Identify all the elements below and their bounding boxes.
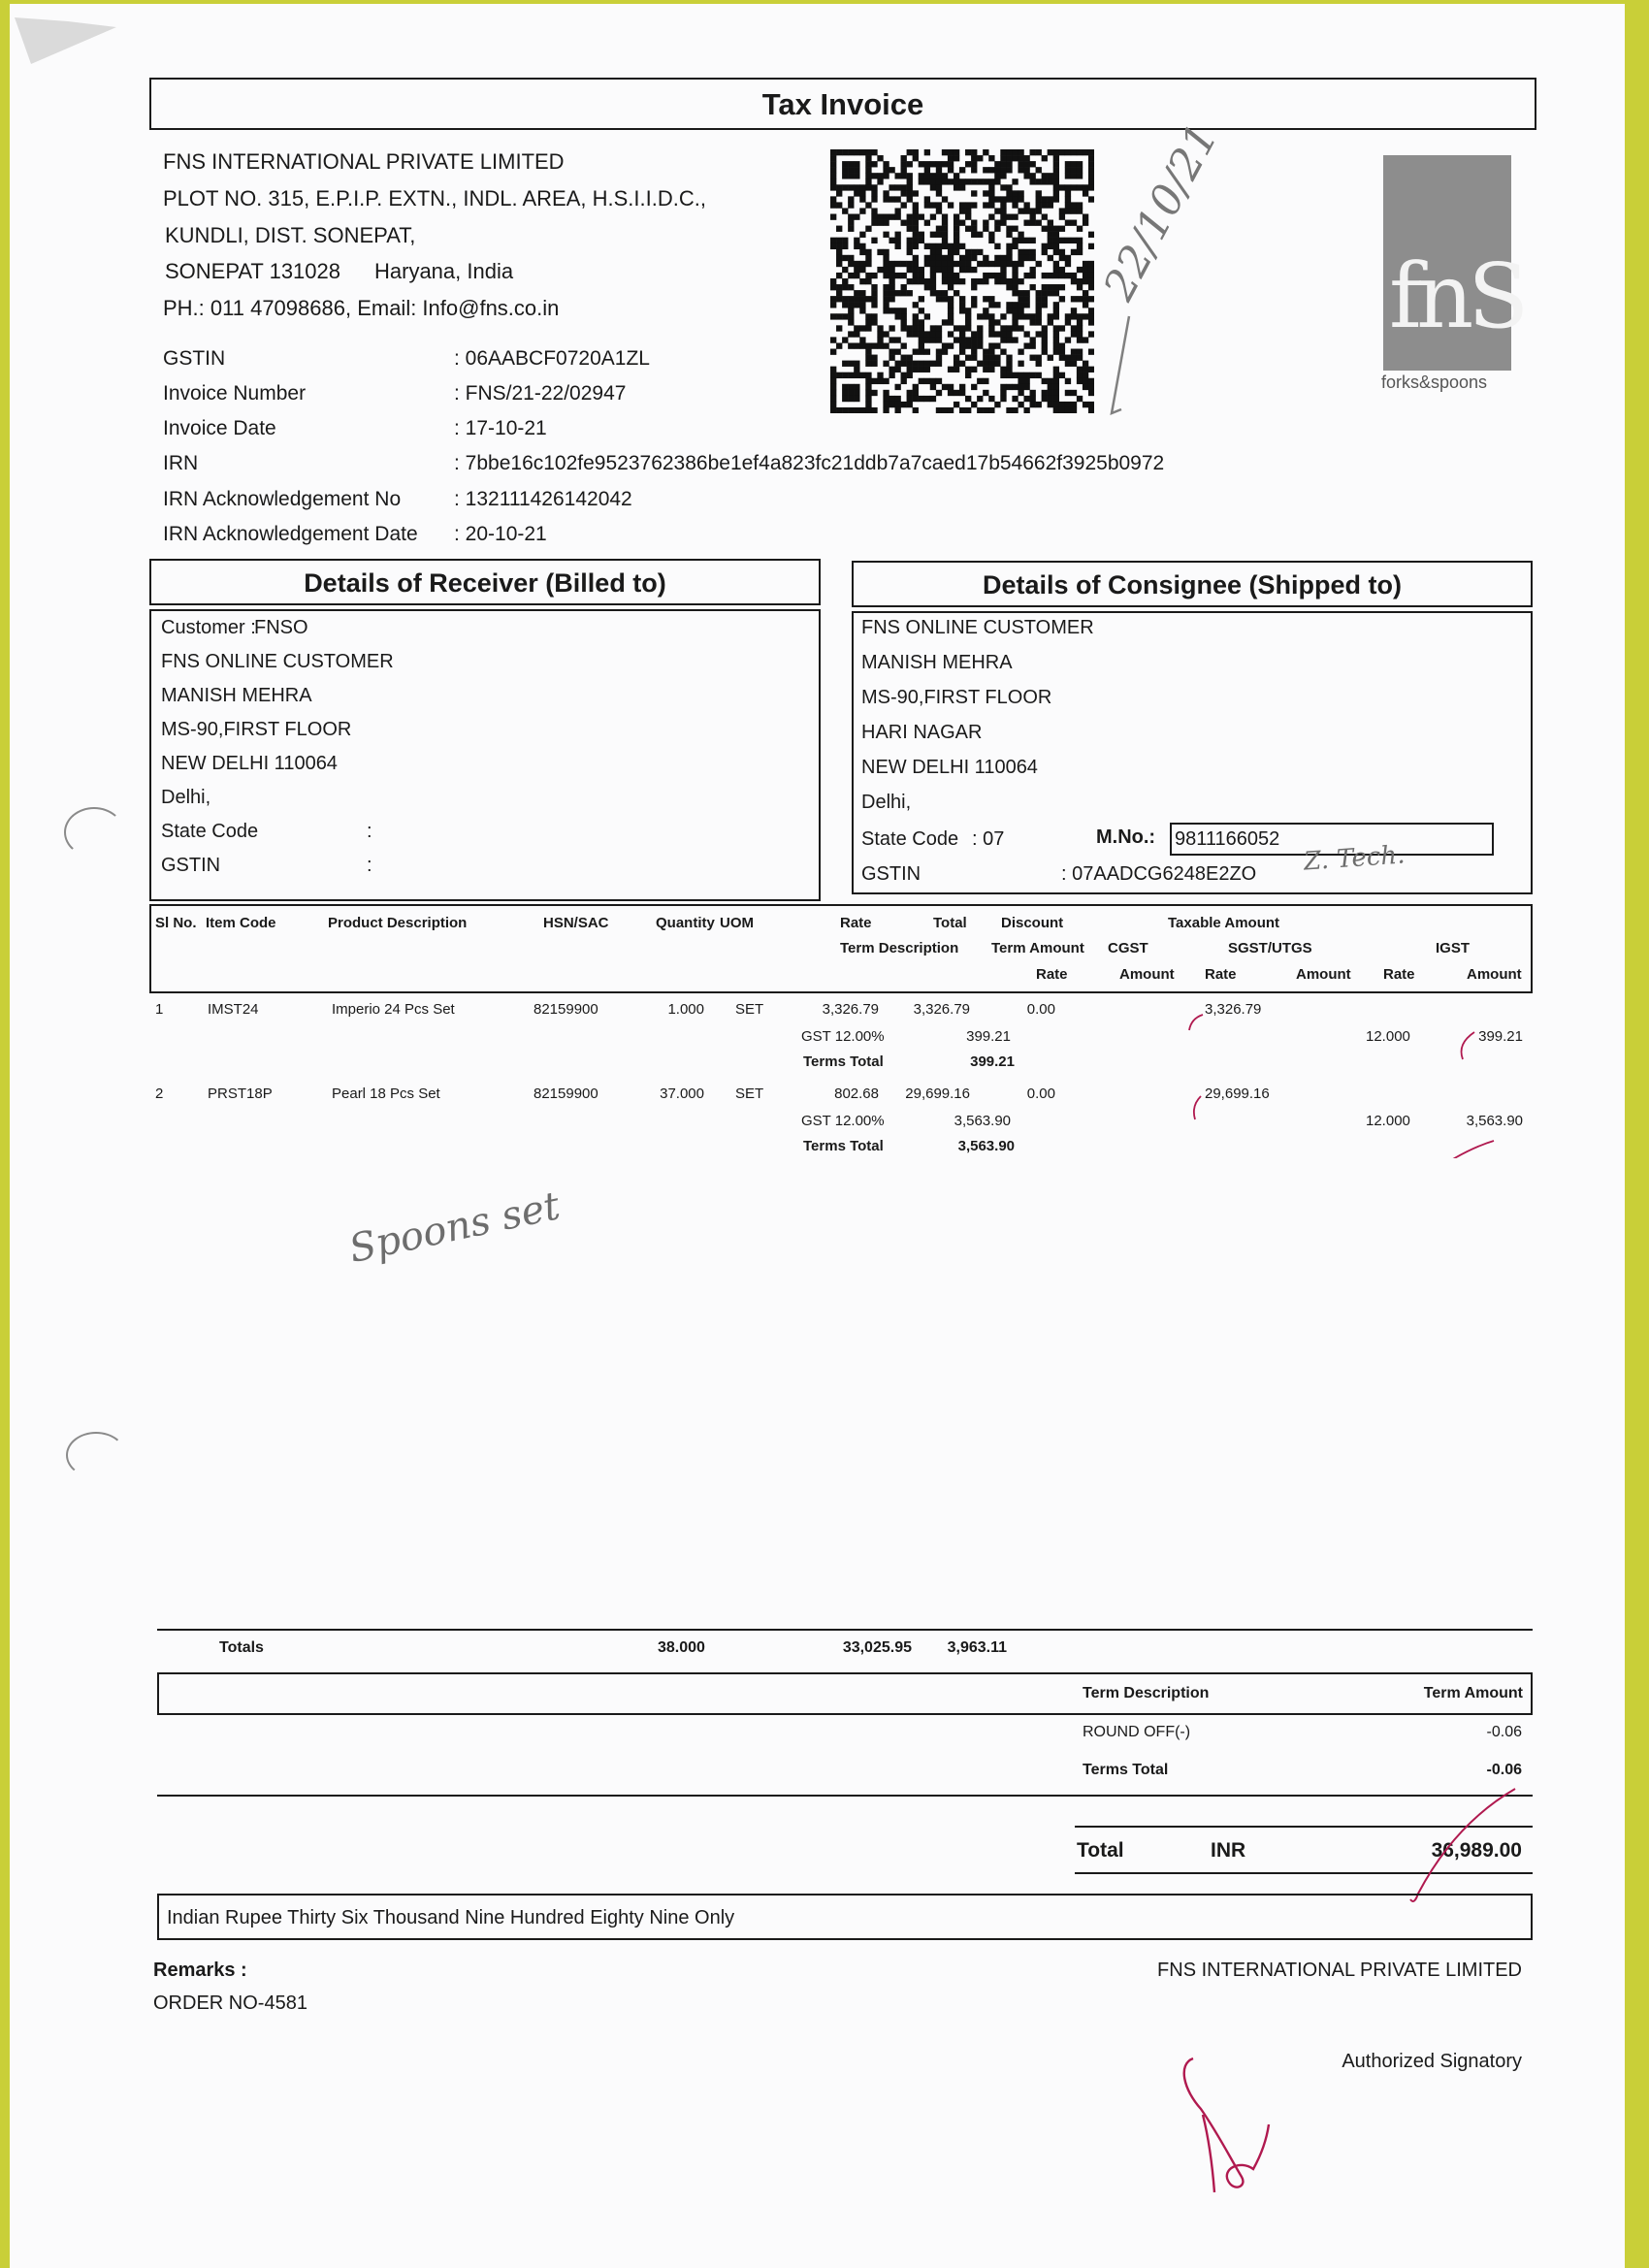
consignee-address-line: Delhi, [861,792,912,813]
remarks-value: ORDER NO-4581 [153,1993,307,2014]
consignee-mobile-label: M.No.: [1096,826,1156,848]
round-off-label: ROUND OFF(-) [1083,1724,1191,1740]
summary-term-amount-header: Term Amount [1423,1685,1523,1701]
receiver-gstin-label: GSTIN [161,855,221,876]
invoice-meta-label: Invoice Date [163,417,276,439]
consignee-address-line: NEW DELHI 110064 [861,757,1038,778]
summary-term-description-header: Term Description [1083,1685,1210,1701]
page-crease-shadow [10,8,204,66]
term-summary-header [157,1672,1533,1715]
col-product-description: Product Description [328,915,468,931]
receiver-address-line: Delhi, [161,787,211,808]
col-quantity: Quantity [656,915,715,931]
items-table-header [149,904,1533,993]
seller-city: SONEPAT 131028 [165,259,340,283]
invoice-meta-value: : 17-10-21 [454,417,547,439]
totals-top-rule [157,1629,1533,1631]
remarks-label: Remarks : [153,1960,247,1981]
receiver-state-code-label: State Code [161,821,259,842]
signatory-company: FNS INTERNATIONAL PRIVATE LIMITED [1157,1960,1522,1981]
consignee-address-line: MANISH MEHRA [861,652,1013,673]
row-quantity: 37.000 [660,1085,704,1102]
row-term-description: GST 12.00% [801,1113,885,1129]
consignee-address-line: HARI NAGAR [861,722,983,743]
invoice-meta-value: : FNS/21-22/02947 [454,382,627,405]
row-uom: SET [735,1001,764,1018]
row-term-amount: 3,563.90 [954,1113,1011,1129]
consignee-address-line: MS-90,FIRST FLOOR [861,687,1052,708]
ink-check-marks [1154,993,1542,1158]
row-terms-total-label: Terms Total [803,1053,884,1070]
row-taxable-amount: 3,326.79 [1205,1001,1262,1018]
summary-terms-total-value: -0.06 [1486,1762,1522,1778]
consignee-state-code-value: : 07 [972,828,1005,850]
col-item-code: Item Code [206,915,276,931]
summary-bottom-rule [157,1795,1533,1797]
receiver-heading-box [149,559,821,605]
row-terms-total: 399.21 [970,1053,1015,1070]
col-term-amount: Term Amount [991,940,1084,956]
row-discount: 0.00 [1026,1085,1055,1102]
title-box [149,78,1536,130]
receiver-heading: Details of Receiver (Billed to) [304,568,666,598]
row-sl-no: 2 [155,1085,164,1102]
seller-state: Haryana, India [374,259,514,283]
totals-label: Totals [219,1639,264,1656]
handwritten-consignee-note: Z. Tech. [1303,840,1406,877]
grand-total-label: Total [1077,1839,1124,1862]
row-product-description: Pearl 18 Pcs Set [332,1085,440,1102]
ink-total-check-mark [1397,1785,1523,1911]
seller-address-line2: KUNDLI, DIST. SONEPAT, [165,223,416,247]
invoice-meta-label: IRN Acknowledgement Date [163,523,418,545]
row-discount: 0.00 [1026,1001,1055,1018]
handwritten-signature [1174,2051,1290,2196]
col-cgst-rate: Rate [1036,966,1068,983]
handwritten-bracket [1104,312,1133,419]
row-sl-no: 1 [155,1001,164,1018]
row-igst-rate: 12.000 [1366,1028,1410,1045]
punch-hole-mark [64,807,124,858]
row-igst-amount: 399.21 [1478,1028,1523,1045]
logo-tagline: forks&spoons [1381,373,1488,392]
totals-quantity: 38.000 [658,1639,705,1656]
totals-total: 33,025.95 [842,1639,912,1656]
col-hsn-sac: HSN/SAC [543,915,609,931]
col-rate: Rate [840,915,872,931]
totals-term-amount: 3,963.11 [947,1639,1007,1656]
invoice-page [10,4,1625,2268]
consignee-mobile-value: 9811166052 [1175,828,1280,850]
invoice-meta-label: GSTIN [163,347,226,370]
consignee-box [852,611,1533,894]
row-total: 3,326.79 [913,1001,970,1018]
receiver-address-line: NEW DELHI 110064 [161,753,338,774]
consignee-heading-box [852,561,1533,607]
receiver-customer-label: Customer : [161,617,256,638]
col-cgst-amount: Amount [1119,966,1175,983]
col-igst-rate: Rate [1383,966,1415,983]
handwritten-item-note: Spoons set [345,1183,565,1272]
row-quantity: 1.000 [667,1001,704,1018]
round-off-value: -0.06 [1486,1724,1522,1740]
consignee-heading: Details of Consignee (Shipped to) [982,570,1402,599]
row-item-code: PRST18P [208,1085,273,1102]
row-igst-rate: 12.000 [1366,1113,1410,1129]
col-total: Total [933,915,967,931]
row-taxable-amount: 29,699.16 [1205,1085,1270,1102]
row-total: 29,699.16 [905,1085,970,1102]
seller-name: FNS INTERNATIONAL PRIVATE LIMITED [163,149,565,174]
receiver-box [149,609,821,901]
col-sgst-utgs: SGST/UTGS [1228,940,1312,956]
consignee-gstin-value: : 07AADCG6248E2ZO [1061,863,1257,885]
grand-total-currency: INR [1211,1839,1246,1862]
receiver-address-line: MANISH MEHRA [161,685,312,706]
row-rate: 802.68 [834,1085,879,1102]
receiver-gstin-value: : [367,855,372,876]
row-uom: SET [735,1085,764,1102]
punch-hole-mark [66,1432,126,1478]
row-item-code: IMST24 [208,1001,259,1018]
row-terms-total-label: Terms Total [803,1138,884,1154]
seller-contact: PH.: 011 47098686, Email: Info@fns.co.in [163,296,560,320]
col-igst: IGST [1436,940,1471,956]
row-terms-total: 3,563.90 [957,1138,1015,1154]
page-title: Tax Invoice [761,87,924,121]
col-cgst: CGST [1108,940,1148,956]
col-igst-amount: Amount [1467,966,1522,983]
row-term-amount: 399.21 [966,1028,1011,1045]
invoice-meta-value: : 7bbe16c102fe9523762386be1ef4a823fc21ddb7a7caed17b54662f3925b0972 [454,452,1165,474]
col-discount: Discount [1001,915,1064,931]
invoice-meta-label: Invoice Number [163,382,307,405]
amount-in-words: Indian Rupee Thirty Six Thousand Nine Hundred Eighty Nine Only [167,1907,735,1928]
col-sgst-amount: Amount [1296,966,1351,983]
col-uom: UOM [720,915,754,931]
receiver-address-line: MS-90,FIRST FLOOR [161,719,352,740]
invoice-meta-value: : 20-10-21 [454,523,547,545]
invoice-meta-value: : 06AABCF0720A1ZL [454,347,650,370]
logo-glyph: fnS [1389,244,1524,348]
row-rate: 3,326.79 [822,1001,879,1018]
invoice-meta-value: : 132111426142042 [454,488,632,510]
qr-code-icon [830,149,1094,413]
consignee-address-line: FNS ONLINE CUSTOMER [861,617,1094,638]
company-logo [1383,155,1524,371]
receiver-state-code-value: : [367,821,372,842]
invoice-meta-label: IRN [163,452,199,474]
summary-terms-total-label: Terms Total [1083,1762,1169,1778]
col-sl-no: Sl No. [155,915,197,931]
amount-in-words-box [157,1894,1533,1940]
row-product-description: Imperio 24 Pcs Set [332,1001,455,1018]
col-sgst-rate: Rate [1205,966,1237,983]
signatory-label: Authorized Signatory [1342,2051,1522,2072]
row-hsn-sac: 82159900 [534,1001,598,1018]
receiver-address-line: FNS ONLINE CUSTOMER [161,651,394,672]
invoice-meta-label: IRN Acknowledgement No [163,488,402,510]
handwritten-date-note: 22/10/21 [1094,115,1228,308]
row-igst-amount: 3,563.90 [1466,1113,1523,1129]
receiver-customer-code: FNSO [254,617,308,638]
row-hsn-sac: 82159900 [534,1085,598,1102]
row-term-description: GST 12.00% [801,1028,885,1045]
grand-total-value: 36,989.00 [1431,1839,1522,1862]
seller-address-line1: PLOT NO. 315, E.P.I.P. EXTN., INDL. AREA, H.S.I.I.D.C., [163,186,706,211]
consignee-state-code-label: State Code [861,828,959,850]
consignee-gstin-label: GSTIN [861,863,922,885]
col-taxable-amount: Taxable Amount [1168,915,1280,931]
col-term-description: Term Description [840,940,959,956]
